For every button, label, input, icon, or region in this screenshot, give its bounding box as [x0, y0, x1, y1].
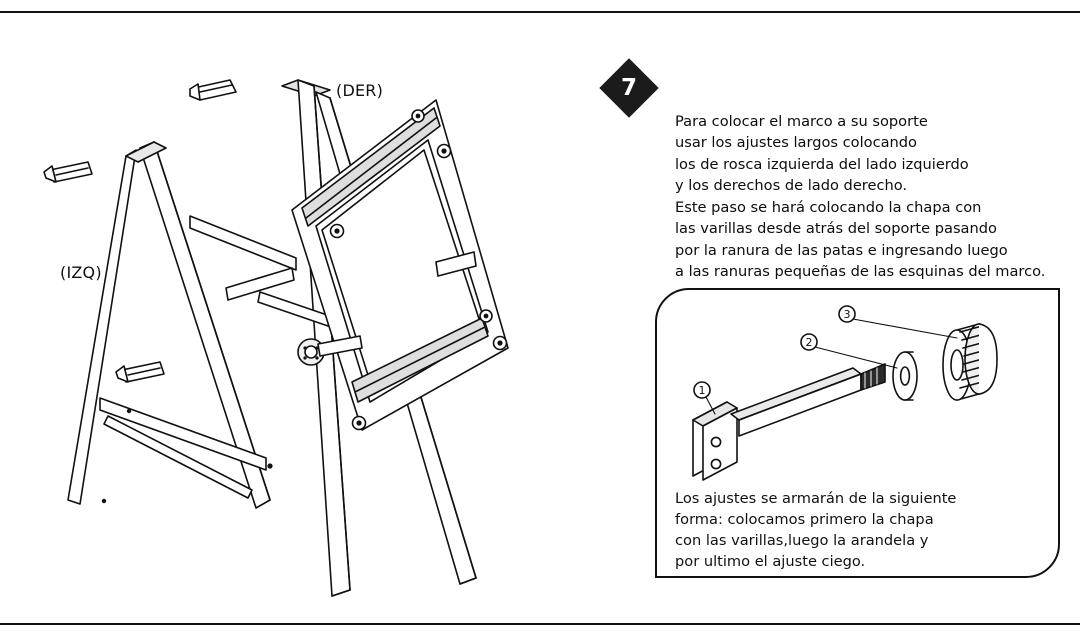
- label-izquierda: (IZQ): [60, 263, 102, 282]
- instruction-text: Para colocar el marco a su soporte usar los ajustes largos colocando los de rosca izquierda del lado izquierdo y los derechos de lado derecho. Este paso se hará colocando la chapa con las varillas desde atrás del soporte pasando por la ranura de las patas e ingresando luego a las ranuras pequeñas de las esquinas del marco.: [675, 113, 1046, 281]
- svg-text:3: 3: [843, 308, 851, 321]
- step-number-badge: [600, 59, 658, 117]
- hardware-detail-panel: [655, 288, 1060, 578]
- top-divider-rule: [0, 11, 1080, 13]
- svg-text:1: 1: [698, 384, 706, 397]
- detail-caption-text: Los ajustes se armarán de la siguiente forma: colocamos primero la chapa con las varillas,luego la arandela y por ultimo el ajuste ciego.: [675, 490, 957, 571]
- hardware-exploded-illustration: [657, 290, 1062, 490]
- bottom-divider-rule: [0, 623, 1080, 625]
- label-derecha: (DER): [336, 81, 384, 100]
- svg-text:2: 2: [805, 336, 813, 349]
- step-number-label: 7: [620, 75, 637, 101]
- easel-assembly-illustration: [30, 30, 610, 610]
